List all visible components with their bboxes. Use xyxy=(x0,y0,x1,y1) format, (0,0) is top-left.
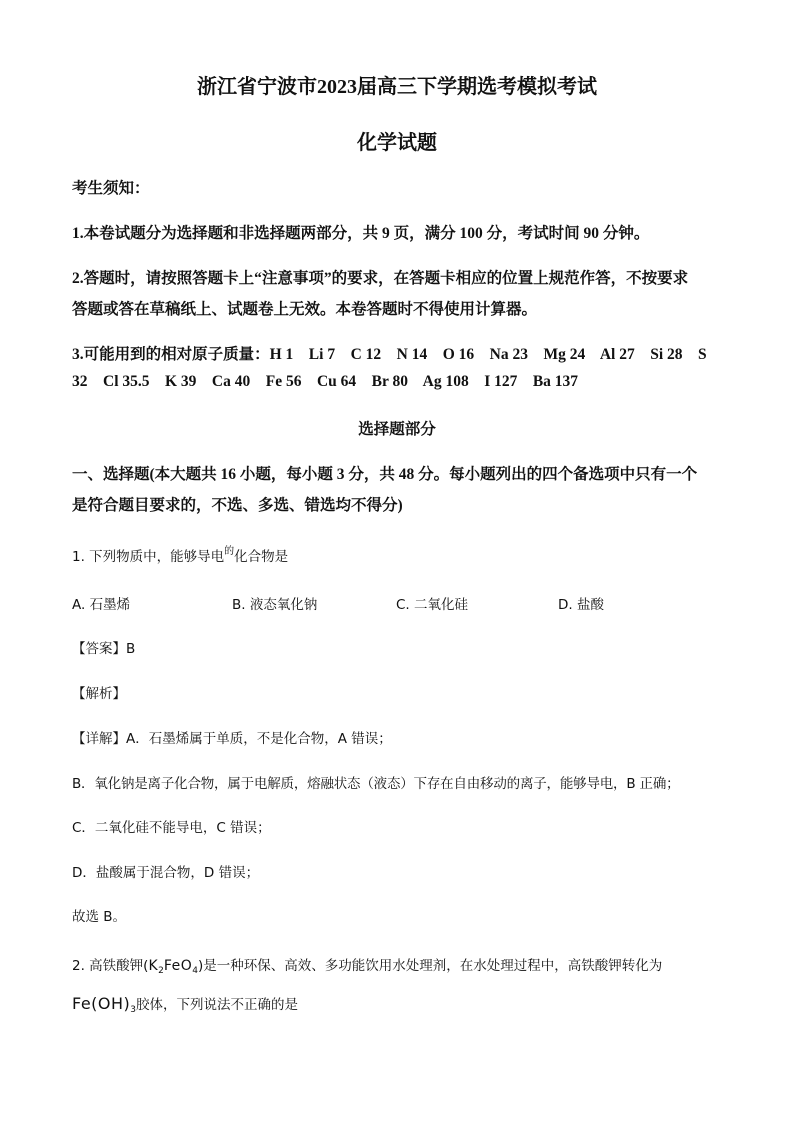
question-1-option-b: B. 液态氧化钠 xyxy=(232,597,318,613)
subject-title: 化学试题 xyxy=(357,132,437,154)
question-1-conclusion: 故选 B。 xyxy=(72,909,127,925)
notice-item-3-line-2: 32 Cl 35.5 K 39 Ca 40 Fe 56 Cu 64 Br 80 Ag 108 I 127 Ba 137 xyxy=(72,373,579,390)
formula-fe-oh: Fe(OH) xyxy=(72,994,131,1013)
question-1-option-d: D. 盐酸 xyxy=(558,597,604,613)
question-2-stem-text-b: )是一种环保、高效、多功能饮用水处理剂，在水处理过程中，高铁酸钾转化为 xyxy=(198,958,663,974)
notice-item-2-line-1: 2.答题时，请按照答题卡上“注意事项”的要求，在答题卡相应的位置上规范作答，不按要求 xyxy=(72,270,689,287)
question-1-stem-text-b: 化合物是 xyxy=(234,549,289,565)
formula-k: K xyxy=(148,958,159,974)
question-1-explanation-c: C．二氧化硅不能导电，C 错误； xyxy=(72,820,271,836)
question-2-stem-text-a: 2. 高铁酸钾( xyxy=(72,958,149,974)
formula-o-subscript: 4 xyxy=(192,966,199,976)
question-1-stem-text-a: 1. 下列物质中，能够导电 xyxy=(72,549,225,565)
formula-feo: FeO xyxy=(163,958,193,974)
question-2-stem-text-c: 胶体，下列说法不正确的是 xyxy=(136,997,299,1013)
formula-oh-subscript: 3 xyxy=(130,1005,137,1015)
question-1-answer: 【答案】B xyxy=(72,641,136,657)
question-1-analysis: 【解析】 xyxy=(72,686,126,702)
question-2-stem-line-1 xyxy=(72,954,662,976)
formula-k-subscript: 2 xyxy=(158,966,164,976)
exam-title: 浙江省宁波市2023届高三下学期选考模拟考试 xyxy=(197,76,597,98)
notice-heading: 考生须知： xyxy=(72,180,150,197)
notice-item-2-line-2: 答题或答在草稿纸上、试题卷上无效。本卷答题时不得使用计算器。 xyxy=(72,301,538,318)
section-intro-line-1: 一、选择题(本大题共 16 小题，每小题 3 分，共 48 分。每小题列出的四个备选项中只有一个 xyxy=(72,466,698,483)
question-2-stem-line-2 xyxy=(72,993,298,1015)
question-1-stem-superscript: 的 xyxy=(224,546,235,557)
question-1-explanation-d: D．盐酸属于混合物，D 错误； xyxy=(72,865,260,881)
section-intro-line-2: 是符合题目要求的，不选、多选、错选均不得分) xyxy=(72,497,403,514)
question-1-stem xyxy=(72,545,288,565)
notice-item-3-line-1: 3.可能用到的相对原子质量：H 1 Li 7 C 12 N 14 O 16 Na 23 Mg 24 Al 27 Si 28 S xyxy=(72,346,707,363)
section-heading: 选择题部分 xyxy=(358,421,436,438)
notice-item-1: 1.本卷试题分为选择题和非选择题两部分，共 9 页，满分 100 分，考试时间 90 分钟。 xyxy=(72,225,650,242)
question-1-option-c: C. 二氧化硅 xyxy=(396,597,469,613)
question-1-option-a: A. 石墨烯 xyxy=(72,597,131,613)
question-1-detail: 【详解】A．石墨烯属于单质，不是化合物，A 错误； xyxy=(72,731,392,747)
question-1-explanation-b: B．氧化钠是离子化合物，属于电解质，熔融状态（液态）下存在自由移动的离子，能够导电，B 正确； xyxy=(72,776,680,792)
